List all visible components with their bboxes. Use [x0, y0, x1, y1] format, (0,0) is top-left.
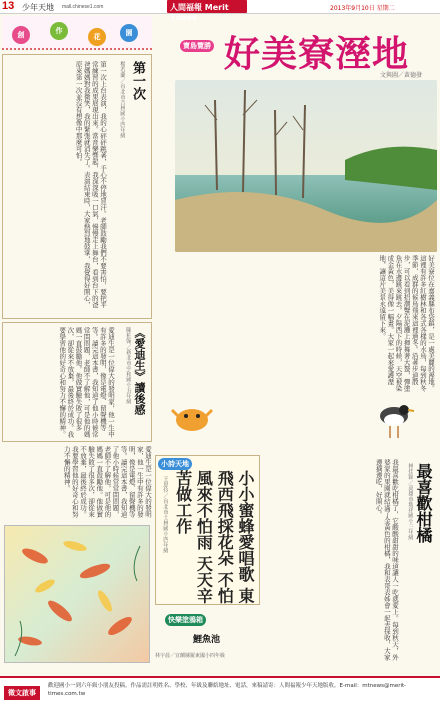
bird-icon	[372, 396, 418, 442]
painting-tag: 快樂塗鴉箱	[165, 614, 206, 626]
footer-label: 徵文啟事	[4, 686, 40, 700]
article-byline: 林佳穎／高雄市瑞祥國小三年級	[407, 463, 413, 540]
section-title: 少年天地	[22, 3, 54, 12]
banner-flower-2: 作	[50, 22, 68, 40]
article-body: 第一次上台表演，我的心砰砰跳著，手心不停地冒汗。老師鼓勵我們不要害怕，要把平常練習的成果展現出來。當音樂響起，我深深吸一口氣，慢慢走上舞台，看到台下的爸爸媽媽對我微笑，我的緊張就消失了。表演結束時，大家熱烈地鼓掌，我覺得好開心，原來第一次並沒有想像中那麼可怕。	[74, 61, 107, 308]
page-number: 13	[2, 0, 15, 12]
article-title: 《愛迪生》讀後感	[133, 327, 146, 415]
poem-line: 天天辛苦做工作	[173, 470, 214, 604]
newspaper-logo: 人間福報 Merit Times	[167, 0, 247, 13]
feature-header	[180, 18, 436, 78]
article-body: 愛迪生是一位偉大的發明家，他一生中有許多的發明，像是電燈、留聲機等等。讀完這本書，我知道了他小時候常常問問題，老師不了解他，可是他的媽媽一直鼓勵他。他做實驗失敗了很多次，卻從來不放棄，最後終於成功。我要學習他的好奇心和努力不懈的精神。	[58, 327, 115, 438]
painting-byline: 林宇晨／宜蘭縣羅東國小四年級	[155, 653, 226, 659]
feature-body: 好美寮位在嘉義縣布袋鎮，是一處美麗的溼地。這裡有許多紅樹林和各式各樣的水鳥，每到秋冬季節，成群的候鳥飛來這裡過冬。沿著步道散步，可以看到招潮蟹在泥灘上揮舞著大螯，彈塗魚在水邊跳來跳去。夕陽西下的時候，天空被染成金黃色，美得像一幅畫。大家一起來愛護溼地，讓這片美景永遠留下來。	[378, 255, 435, 392]
article-byline: 陳柏翰／新北市中和國小五年級	[125, 327, 131, 404]
section-banner	[2, 16, 152, 50]
banner-flower-1: 創	[12, 26, 30, 44]
feature-byline: 文與圖／黃德發	[379, 72, 422, 79]
article-title: 最喜歡柑橘	[414, 463, 433, 543]
painting-title: 鯉魚池	[193, 635, 221, 645]
poem-byline: 王思伶／台北市士林國小四年級	[162, 476, 168, 553]
article-body: 我最喜歡吃柑橘了，它酸酸甜甜的味道讓人一吃就愛上。每到秋天，外婆家的果園就結滿了金黃色的柑橘，我和表哥表姊會一起去採收，大家邊摘邊吃，好開心。	[374, 459, 399, 661]
poem-line: 東飛西飛採花朵	[215, 470, 255, 604]
crab-icon	[168, 396, 216, 436]
feature-title: 好美寮溼地	[224, 34, 410, 75]
header-url[interactable]: mall.chinese1.com	[62, 4, 104, 10]
poem-tag: 小詩天地	[158, 458, 192, 470]
article-edison	[2, 322, 152, 442]
article-byline: 楊若蘭／台北市吉林國小四年級	[119, 61, 125, 138]
poem-line: 小小蜜蜂愛唱歌	[236, 470, 255, 582]
footer-notice	[0, 676, 440, 709]
wetland-painting	[175, 80, 437, 252]
footer-text: 歡迎國小一到六年級小朋友投稿。作品需註明姓名、學校、年級及聯絡地址、電話，來稿請寄：人間福報少年天地版收。E-mail：mtnews@merit-times.com.tw	[48, 683, 407, 698]
article-title: 第一次	[130, 61, 145, 100]
article-edison-continued: 愛迪生是一位偉大的發明家，他一生中有許多的發明，像是電燈、留聲機等等。讀完這本書，我知道了他小時候常常問問題，老師不了解他，可是他的媽媽一直鼓勵他。他做實驗失敗了很多次，卻從來不放棄，最後終於成功。我要學習他的好奇心和努力不懈的精神。	[62, 446, 152, 518]
banner-flower-3: 花	[88, 28, 106, 46]
painting-caption	[155, 610, 260, 670]
feature-tag: 寶島覽勝	[180, 40, 214, 52]
poem-lines	[172, 470, 255, 604]
page-header	[0, 0, 440, 22]
wetland-illustration	[175, 80, 437, 252]
poem-line: 不怕風來不怕雨	[194, 470, 235, 604]
koi-illustration	[5, 526, 151, 664]
article-first-time	[2, 54, 152, 319]
issue-date: 2013年9月10日 星期二	[330, 5, 395, 12]
banner-flower-4: 園	[120, 24, 138, 42]
article-citrus	[265, 455, 437, 670]
painting-koi-pond	[4, 525, 150, 663]
poem-box	[155, 455, 260, 605]
